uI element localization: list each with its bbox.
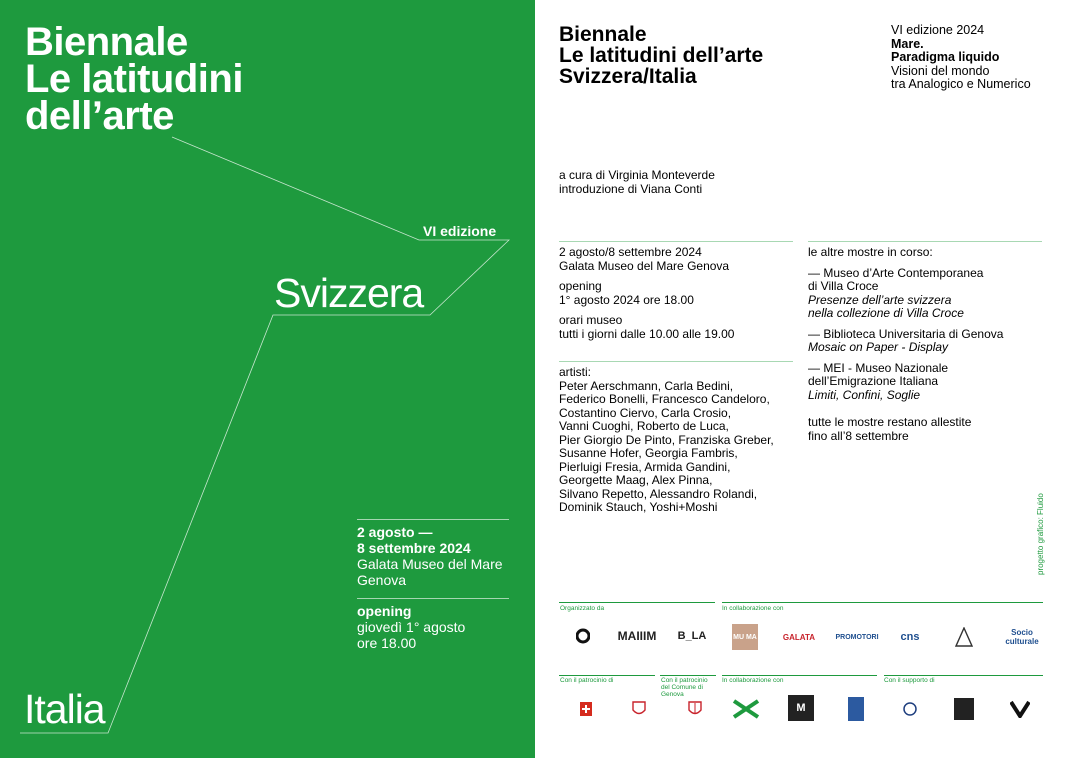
opening-label: opening — [357, 603, 412, 619]
dates: 2 agosto/8 settembre 2024 — [559, 245, 702, 259]
adiun-logo-icon — [955, 627, 973, 647]
patronage-label: Con il patrocinio di — [560, 677, 614, 684]
divider — [559, 675, 655, 676]
art-commission-logo — [565, 624, 601, 648]
hours-label: orari museo — [559, 313, 623, 327]
other-show: nella collezione di Villa Croce — [808, 306, 964, 320]
crest-icon — [632, 701, 646, 717]
other-venue: — Museo d’Arte Contemporanea — [808, 265, 984, 280]
divider — [559, 361, 793, 362]
maiiim-logo: MAIIIM — [617, 629, 657, 643]
divider — [722, 602, 1043, 603]
adiun-logo — [950, 624, 978, 650]
swiss-confederation-logo — [562, 698, 610, 720]
collab-label: In collaborazione con — [722, 605, 784, 612]
vianova-logo — [998, 699, 1042, 719]
venue-line: Galata Museo del Mare — [357, 556, 503, 572]
curator-block — [559, 169, 715, 196]
theme-line: Visioni del mondo — [891, 63, 990, 78]
other-venue: dell’Emigrazione Italiana — [808, 374, 939, 388]
dates-start: 2 agosto — — [357, 524, 433, 540]
info-block — [559, 246, 795, 341]
comune-genova-logo — [680, 698, 710, 720]
opening-time: ore 18.00 — [357, 635, 417, 651]
other-show: Presenze dell’arte svizzera — [808, 292, 952, 307]
support-label: Con il supporto di — [884, 677, 935, 684]
venue: Galata Museo del Mare Genova — [559, 258, 730, 273]
v-mark-icon — [1010, 700, 1030, 718]
other-label: le altre mostre in corso: — [808, 245, 933, 259]
divider — [884, 675, 1043, 676]
divider — [559, 241, 793, 242]
main-title-line: dell’arte — [25, 94, 174, 138]
edition-block — [891, 24, 1031, 92]
sponsor-dark-logo — [954, 698, 974, 720]
divider — [722, 675, 877, 676]
venue-city: Genova — [357, 572, 407, 588]
artist-line: Vanni Cuoghi, Roberto de Luca, — [559, 419, 729, 433]
liguria-crest-logo — [628, 698, 650, 720]
dates-end: 8 settembre 2024 — [357, 540, 471, 556]
right-title-line: Le latitudini dell’arte — [559, 44, 764, 67]
theme-bold: Mare. — [891, 36, 924, 51]
hours: tutti i giorni dalle 10.00 alle 19.00 — [559, 326, 735, 341]
artist-line: Pierluigi Fresia, Armida Gandini, — [559, 459, 731, 474]
opening-block — [357, 603, 509, 651]
theme-line: tra Analogico e Numerico — [891, 77, 1031, 91]
opening-time: 1° agosto 2024 ore 18.00 — [559, 292, 694, 307]
curator: a cura di Virginia Monteverde — [559, 168, 715, 182]
swiss-shield-icon — [580, 702, 592, 716]
divider — [660, 675, 716, 676]
x-mark-icon — [731, 698, 761, 720]
other-venue: — MEI - Museo Nazionale — [808, 360, 949, 375]
divider — [357, 519, 509, 520]
mei-logo: M — [788, 695, 814, 721]
divider — [357, 598, 509, 599]
svizzera-label: Svizzera — [274, 270, 424, 316]
divider — [808, 241, 1042, 242]
patronage-genova-label: Con il patrocinio del Comune di Genova — [661, 677, 708, 698]
opening-label: opening — [559, 279, 602, 293]
seal-icon — [903, 702, 917, 716]
other-venue: — Biblioteca Universitaria di Genova — [808, 326, 1004, 341]
theme-bold: Paradigma liquido — [891, 50, 1000, 64]
edition-label: VI edizione — [423, 223, 497, 239]
university-logo — [848, 697, 864, 721]
muma-logo: MU MA — [732, 624, 758, 650]
other-exhibitions — [808, 246, 1044, 443]
artist-line: Costantino Ciervo, Carla Crosio, — [559, 405, 732, 420]
right-title-line: Svizzera/Italia — [559, 65, 697, 88]
other-show: Limiti, Confini, Soglie — [808, 387, 921, 402]
dates-block — [357, 524, 509, 588]
main-title-line: Le latitudini — [25, 57, 243, 101]
socio-culturale-logo: Socio culturale — [1005, 628, 1039, 646]
organized-label: Organizzato da — [560, 605, 605, 612]
right-title — [559, 24, 763, 87]
artist-line: Georgette Maag, Alex Pinna, — [559, 473, 713, 487]
artist-line: Susanne Hofer, Georgia Fambris, — [559, 446, 738, 460]
promotori-logo: PROMOTORI — [835, 633, 879, 641]
art-logo-icon — [576, 626, 590, 646]
artist-line: Federico Bonelli, Francesco Candeloro, — [559, 392, 770, 406]
artist-line: Silvano Repetto, Alessandro Rolandi, — [559, 486, 758, 501]
right-title-line: Biennale — [559, 23, 647, 46]
sponsor-logo — [886, 700, 934, 718]
introduction: introduzione di Viana Conti — [559, 181, 703, 196]
other-venue: di Villa Croce — [808, 279, 879, 293]
main-title-line: Biennale — [25, 20, 188, 64]
partner-x-logo — [727, 697, 765, 721]
crest-icon — [688, 701, 702, 717]
closing-note: fino all’8 settembre — [808, 428, 909, 443]
galata-logo: GALATA — [782, 632, 816, 642]
edition-year: VI edizione 2024 — [891, 23, 985, 37]
cns-logo: cns — [900, 631, 920, 643]
bla-logo: B_LA — [677, 630, 707, 642]
italia-label: Italia — [24, 686, 105, 732]
collab-label: In collaborazione con — [722, 677, 784, 684]
artists-label: artisti: — [559, 365, 592, 379]
other-show: Mosaic on Paper - Display — [808, 340, 949, 354]
artist-line: Pier Giorgio De Pinto, Franziska Greber, — [559, 432, 774, 447]
closing-note: tutte le mostre restano allestite — [808, 415, 972, 429]
design-credit: progetto grafico: Fluido — [1036, 493, 1045, 575]
artist-line: Dominik Stauch, Yoshi+Moshi — [559, 500, 718, 514]
opening-day: giovedì 1° agosto — [357, 619, 466, 635]
artists-block — [559, 366, 795, 515]
divider — [559, 602, 715, 603]
main-title — [25, 20, 243, 138]
artist-line: Peter Aerschmann, Carla Bedini, — [559, 378, 734, 393]
